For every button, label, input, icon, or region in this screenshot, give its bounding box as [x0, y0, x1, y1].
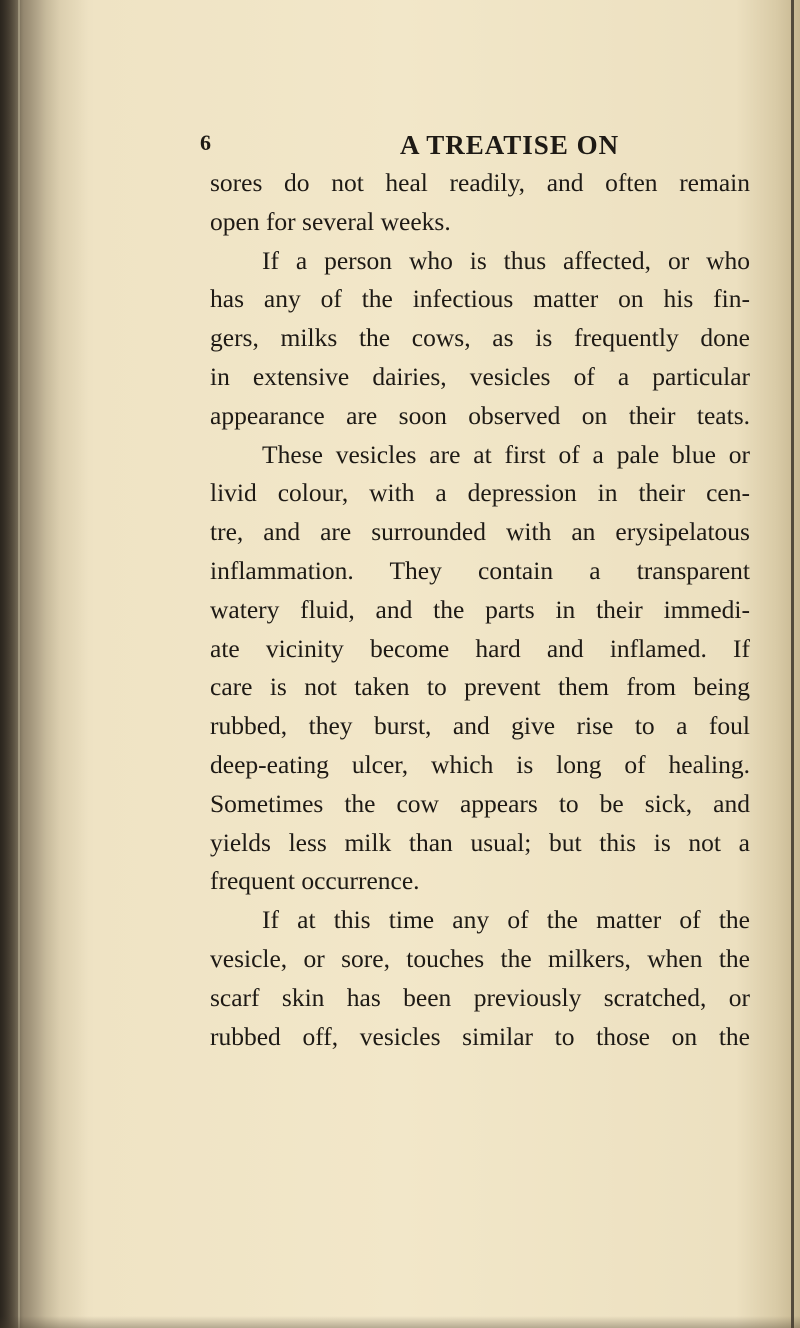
text-line: has any of the infectious matter on his fin- — [210, 284, 750, 314]
text-line: livid colour, with a depression in their cen- — [210, 478, 750, 508]
page-number: 6 — [200, 130, 212, 155]
text-line: appearance are soon observed on their teats. — [210, 400, 750, 430]
text-line: If at this time any of the matter of the — [262, 905, 750, 935]
text-line: tre, and are surrounded with an erysipelatous — [210, 517, 750, 547]
text-line: in extensive dairies, vesicles of a particular — [210, 361, 750, 391]
text-line: yields less milk than usual; but this is not a — [210, 827, 750, 857]
text-line: scarf skin has been previously scratched, or — [210, 982, 750, 1012]
page-header — [200, 130, 620, 166]
text-line: open for several weeks. — [210, 206, 451, 236]
text-line: care is not taken to prevent them from being — [210, 672, 750, 702]
page-edge — [791, 0, 794, 1328]
text-line: If a person who is thus affected, or who — [262, 245, 750, 275]
text-line: gers, milks the cows, as is frequently done — [210, 323, 750, 353]
text-line: deep-eating ulcer, which is long of healing. — [210, 749, 750, 779]
text-line: frequent occurrence. — [210, 866, 420, 896]
text-line: These vesicles are at first of a pale blue or — [262, 439, 750, 469]
text-line: watery fluid, and the parts in their immedi- — [210, 594, 750, 624]
running-head: A TREATISE ON — [400, 130, 620, 160]
text-line: vesicle, or sore, touches the milkers, when the — [210, 943, 750, 973]
text-line: rubbed, they burst, and give rise to a foul — [210, 711, 750, 741]
text-line: inflammation. They contain a transparent — [210, 555, 750, 585]
body-text — [210, 164, 750, 1056]
text-line: rubbed off, vesicles similar to those on the — [210, 1021, 750, 1051]
text-line: Sometimes the cow appears to be sick, and — [210, 788, 750, 818]
text-line: sores do not heal readily, and often remain — [210, 168, 750, 197]
binding-shadow — [0, 0, 95, 1328]
page-bottom-edge — [0, 1316, 800, 1328]
text-line: ate vicinity become hard and inflamed. If — [210, 633, 750, 663]
